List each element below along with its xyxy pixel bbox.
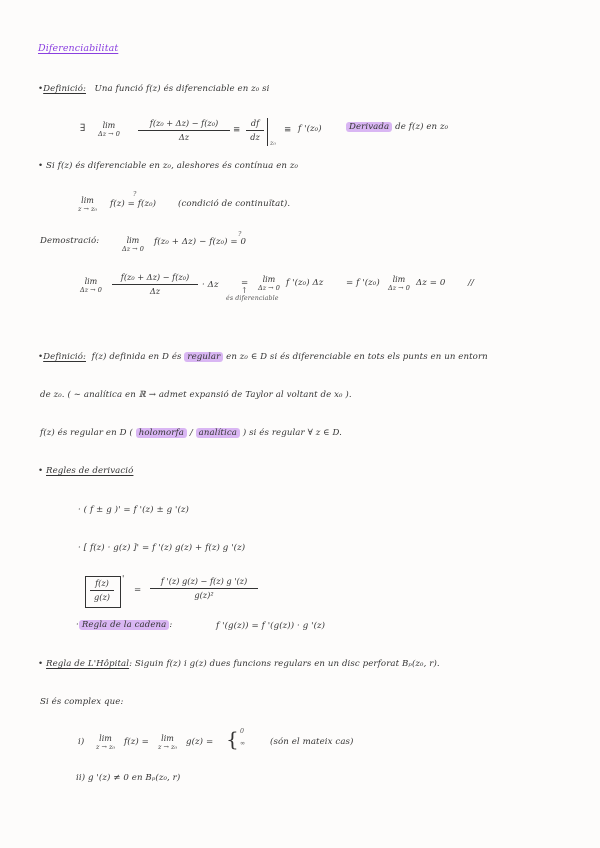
demonstration-label: Demostració:: [40, 236, 100, 246]
cases-brace: {: [226, 727, 239, 751]
continuity-note: (condició de continuïtat).: [178, 199, 291, 209]
equals-derivative: = f '(z₀): [346, 278, 380, 288]
quotient-denominator: g(z)²: [194, 590, 214, 600]
quotient-inner: [90, 578, 114, 602]
equals-sign: =: [241, 278, 249, 288]
hopital-text: : Siguin f(z) i g(z) dues funcions regulars en un disc perforat Bₚ(z₀, r).: [129, 659, 440, 669]
limit-subscript: z → z₀: [78, 205, 98, 213]
definition-text-a: f(z) definida en D és: [91, 352, 182, 362]
demonstration-equation: f(z₀ + Δz) − f(z₀) = 0: [154, 237, 247, 247]
continuity-equation: f(z) = f(z₀): [110, 199, 157, 209]
definition-2-line-2: de z₀. ( ∼ analítica en ℝ → admet expansió de Taylor al voltant de x₀ ).: [40, 390, 352, 400]
chain-rule-formula: f '(g(z)) = f '(g(z)) · g '(z): [216, 621, 326, 631]
times-delta: · Δz: [202, 280, 219, 290]
limit-subscript: Δz → 0: [388, 284, 410, 292]
differentiable-note: és diferenciable: [226, 295, 279, 302]
condition-i-note: (són el mateix cas): [270, 737, 354, 747]
case-zero: 0: [240, 728, 245, 735]
definition-label: Definició:: [43, 84, 86, 94]
evaluation-subscript: z₀: [270, 140, 277, 147]
derivative-times-delta: f '(z₀) Δz: [286, 278, 324, 288]
fraction-denominator: Δz: [178, 132, 190, 142]
definition-2: •Definició: f(z) definida en D és regular en z₀ ∈ D si és diferenciable en tots els punts en un entorn: [38, 352, 488, 362]
definition-2-line-3: [40, 428, 342, 438]
fraction-bar: [246, 130, 264, 131]
limit-subscript: Δz → 0: [80, 286, 102, 294]
condition-i-middle: f(z) =: [124, 737, 149, 747]
limit-label: lim: [99, 734, 112, 743]
derivative-note: [346, 122, 448, 132]
fraction-numerator: f(z₀ + Δz) − f(z₀): [149, 118, 219, 128]
derivative-note-tail: de f(z) en z₀: [395, 122, 449, 132]
quotient-prime: ': [122, 574, 125, 584]
definition-text: Una funció f(z) és diferenciable en z₀ si: [94, 84, 270, 94]
limit-subscript: Δz → 0: [98, 130, 120, 138]
limit-subscript: Δz → 0: [122, 245, 144, 253]
condition-i-tail: g(z) =: [186, 737, 214, 747]
chain-rule-highlight: Regla de la cadena: [79, 620, 170, 630]
analitica-highlight: analítica: [196, 428, 240, 438]
limit-label: lim: [84, 277, 98, 286]
question-mark: ?: [133, 191, 137, 198]
limit-6: [388, 275, 410, 293]
regular-highlight: regular: [184, 352, 223, 362]
quotient-equals: =: [134, 585, 142, 595]
fraction-numerator: f(z₀ + Δz) − f(z₀): [120, 272, 190, 282]
sum-rule: · ( f ± g )' = f '(z) ± g '(z): [78, 505, 190, 515]
slash: /: [189, 428, 193, 438]
condition-ii: ii) g '(z) ≠ 0 en Bₚ(z₀, r): [76, 773, 181, 783]
limit-label: lim: [126, 236, 140, 245]
difference-quotient-2: [112, 272, 198, 296]
condition-i-number: i): [78, 737, 85, 747]
equiv-sign-2: ≡: [284, 125, 292, 135]
rules-label: Regles de derivació: [46, 466, 134, 476]
limit-1: [98, 121, 120, 139]
definition-label: Definició:: [43, 352, 86, 362]
up-arrow-icon: ↑: [241, 286, 248, 295]
limit-subscript: Δz → 0: [258, 284, 280, 292]
limit-5: [258, 275, 280, 293]
line-3-start: f(z) és regular en D (: [40, 428, 133, 438]
limit-label: lim: [102, 121, 116, 130]
limit-result: Δz = 0: [416, 278, 446, 288]
question-mark-2: ?: [238, 231, 242, 238]
equiv-sign: ≡: [233, 125, 241, 135]
df-numerator: df: [250, 118, 260, 128]
hopital-rule: • Regla de L'Hôpital: Siguin f(z) i g(z) dues funcions regulars en un disc perforat Bₚ(z₀, r).: [38, 659, 440, 669]
limit-label: lim: [161, 734, 174, 743]
continuity-statement: • Si f(z) és diferenciable en z₀, aleshores és contínua en z₀: [38, 161, 299, 171]
dz-denominator: dz: [250, 132, 260, 142]
difference-quotient: [138, 118, 230, 142]
evaluation-bar: [267, 118, 268, 146]
leibniz-derivative: [246, 118, 264, 142]
limit-label: lim: [392, 275, 406, 284]
fraction-bar: [138, 130, 230, 131]
limit-8: [158, 734, 177, 752]
product-rule: · [ f(z) · g(z) ]' = f '(z) g(z) + f(z) g '(z): [78, 543, 246, 553]
end-mark: //: [468, 278, 474, 288]
page-title: Diferenciabilitat: [38, 43, 119, 54]
limit-subscript: z → z₀: [96, 743, 116, 751]
limit-3: [122, 236, 144, 254]
quotient-result: [150, 576, 258, 600]
chain-rule: · Regla de la cadena :: [76, 620, 173, 630]
quotient-numerator: f '(z) g(z) − f(z) g '(z): [160, 576, 248, 586]
quotient-bottom: g(z): [94, 592, 110, 602]
limit-subscript: z → z₀: [158, 743, 178, 751]
holomorfa-highlight: holomorfa: [136, 428, 187, 438]
rules-heading: • Regles de derivació: [38, 466, 134, 476]
derivative-value: f '(z₀): [298, 124, 322, 134]
exists-symbol: ∃: [80, 123, 86, 134]
limit-7: [96, 734, 115, 752]
quotient-top: f(z): [95, 578, 109, 588]
derivada-highlight: Derivada: [346, 122, 392, 132]
fraction-bar: [90, 590, 114, 591]
definition-text-b: en z₀ ∈ D si és diferenciable en tots els punts en un entorn: [226, 352, 488, 362]
limit-label: lim: [262, 275, 276, 284]
case-infinity: ∞: [240, 740, 246, 747]
fraction-denominator: Δz: [149, 286, 161, 296]
limit-4: [80, 277, 102, 295]
hopital-line-2: Si és complex que:: [40, 697, 124, 707]
limit-label: lim: [81, 196, 94, 205]
fraction-bar: [150, 588, 258, 589]
fraction-bar: [112, 284, 198, 285]
definition-1: •Definició: Una funció f(z) és diferenciable en z₀ si: [38, 84, 270, 94]
hopital-label: Regla de L'Hôpital: [46, 659, 130, 669]
line-3-end: ) si és regular ∀ z ∈ D.: [242, 428, 342, 438]
chain-colon: :: [169, 620, 173, 630]
limit-2: [78, 196, 97, 214]
